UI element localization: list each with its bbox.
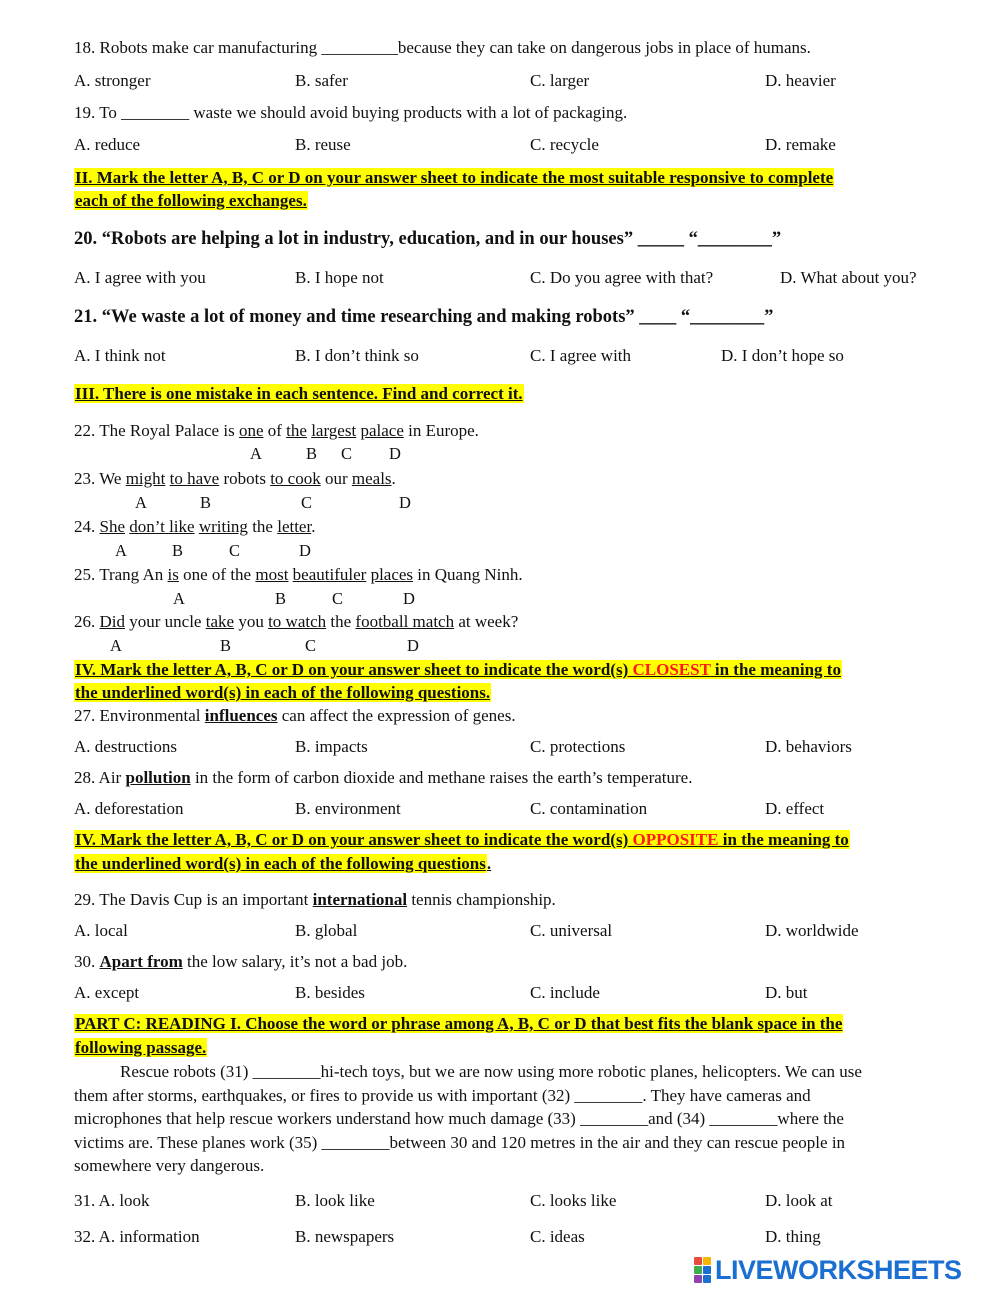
q29-option-b[interactable]: B. global <box>295 921 358 940</box>
q29-keyword: international <box>312 890 408 909</box>
q18-stem: 18. Robots make car manufacturing _________because they can take on dangerous jobs in place of humans. <box>74 38 811 57</box>
liveworksheets-logo-text: LIVEWORKSHEETS <box>715 1255 962 1285</box>
q32-option-a[interactable]: 32. A. information <box>74 1227 200 1246</box>
section-2-heading: II. Mark the letter A, B, C or D on your answer sheet to indicate the most suitable responsive to complete <box>75 168 834 187</box>
passage-line-1: Rescue robots (31) ________hi-tech toys, but we are now using more robotic planes, helicopters. We can use <box>120 1062 862 1081</box>
q22-underline-c: largest <box>311 421 357 440</box>
q21-option-c[interactable]: C. I agree with <box>530 346 632 365</box>
q25-underline-c: beautifuler <box>292 565 367 584</box>
q19-option-b[interactable]: B. reuse <box>295 135 351 154</box>
q22-letter-c: C <box>341 444 353 463</box>
section-4-opposite-heading: IV. Mark the letter A, B, C or D on your answer sheet to indicate the word(s) OPPOSITE in the meaning to <box>75 830 849 849</box>
section-3-heading: III. There is one mistake in each sentence. Find and correct it. <box>75 384 523 403</box>
q30-option-a[interactable]: A. except <box>74 983 140 1002</box>
q28-option-a[interactable]: A. deforestation <box>74 799 184 818</box>
q24-underline-a: She <box>99 517 125 536</box>
q24-underline-b: don’t like <box>129 517 195 536</box>
passage-line-3: microphones that help rescue workers understand how much damage (33) ________and (34) ________where the <box>74 1109 844 1128</box>
q25-letter-d: D <box>403 589 415 608</box>
q20-option-c[interactable]: C. Do you agree with that? <box>530 268 714 287</box>
q24-sentence: 24. She don’t like writing the letter. <box>74 517 316 536</box>
q21-option-d[interactable]: D. I don’t hope so <box>721 346 844 365</box>
q25-letter-b: B <box>275 589 287 608</box>
q22-letter-b: B <box>306 444 318 463</box>
q20-option-d[interactable]: D. What about you? <box>780 268 917 287</box>
q26-letter-d: D <box>407 636 419 655</box>
q30-option-d[interactable]: D. but <box>765 983 808 1002</box>
q21-option-b[interactable]: B. I don’t think so <box>295 346 419 365</box>
q30-option-b[interactable]: B. besides <box>295 983 365 1002</box>
q23-underline-b: to have <box>169 469 220 488</box>
q30-keyword: Apart from <box>99 952 183 971</box>
reading-passage <box>74 1060 934 1178</box>
q26-underline-b: take <box>205 612 235 631</box>
section-4-opposite-heading-line2: the underlined word(s) in each of the following questions. <box>75 854 492 873</box>
part-c-heading: PART C: READING I. Choose the word or phrase among A, B, C or D that best fits the blank space in the <box>75 1014 843 1033</box>
q27-option-b[interactable]: B. impacts <box>295 737 368 756</box>
q24-letter-b: B <box>172 541 184 560</box>
q27-keyword: influences <box>204 706 278 725</box>
q31-option-d[interactable]: D. look at <box>765 1191 833 1210</box>
q20-stem: 20. “Robots are helping a lot in industry, education, and in our houses” _____ “________” <box>74 229 782 249</box>
q21-option-a[interactable]: A. I think not <box>74 346 166 365</box>
part-c-heading-line2: following passage. <box>75 1038 207 1057</box>
q24-underline-c: writing <box>198 517 248 536</box>
liveworksheets-logo-icon <box>694 1257 711 1283</box>
passage-line-4: victims are. These planes work (35) ________between 30 and 120 metres in the air and they can rescue people in <box>74 1132 846 1152</box>
q26-underline-c: to watch <box>268 612 327 631</box>
q26-letter-a: A <box>110 636 122 655</box>
q19-option-c[interactable]: C. recycle <box>530 135 599 154</box>
q25-sentence: 25. Trang An is one of the most beautifuler places in Quang Ninh. <box>74 565 523 584</box>
q22-sentence: 22. The Royal Palace is one of the largest palace in Europe. <box>74 421 479 440</box>
q25-letter-c: C <box>332 589 344 608</box>
q23-letter-c: C <box>301 493 313 512</box>
q27-option-c[interactable]: C. protections <box>530 737 626 756</box>
q24-underline-d: letter <box>277 517 312 536</box>
q28-stem: 28. Air pollution in the form of carbon dioxide and methane raises the earth’s temperature. <box>74 768 693 787</box>
q27-stem: 27. Environmental influences can affect the expression of genes. <box>74 706 516 725</box>
q26-underline-a: Did <box>99 612 125 631</box>
q25-underline-a: is <box>167 565 179 584</box>
q29-option-d[interactable]: D. worldwide <box>765 921 859 940</box>
passage-line-5: somewhere very dangerous. <box>74 1156 265 1175</box>
section-4-closest-heading: IV. Mark the letter A, B, C or D on your answer sheet to indicate the word(s) CLOSEST in the meaning to <box>75 660 841 679</box>
q23-underline-d: meals <box>351 469 392 488</box>
q22-underline-a: one <box>238 421 264 440</box>
q23-letter-b: B <box>200 493 212 512</box>
q29-option-a[interactable]: A. local <box>74 921 128 940</box>
q18-option-b[interactable]: B. safer <box>295 71 348 90</box>
section-2-heading-line2: each of the following exchanges. <box>75 191 307 210</box>
q23-letter-a: A <box>135 493 147 512</box>
q23-underline-c: to cook <box>270 469 321 488</box>
passage-line-2: them after storms, earthquakes, or fires to provide us with important (32) ________. They have cameras and <box>74 1085 811 1105</box>
q22-letter-d: D <box>389 444 401 463</box>
q18-option-a[interactable]: A. stronger <box>74 71 151 90</box>
q26-letter-c: C <box>305 636 317 655</box>
q25-underline-b: most <box>255 565 289 584</box>
section-4-closest-heading-line2: the underlined word(s) in each of the following questions. <box>75 683 491 702</box>
q19-option-a[interactable]: A. reduce <box>74 135 141 154</box>
q32-option-b[interactable]: B. newspapers <box>295 1227 395 1246</box>
q23-underline-a: might <box>125 469 166 488</box>
q31-option-b[interactable]: B. look like <box>295 1191 375 1210</box>
q21-stem: 21. “We waste a lot of money and time researching and making robots” ____ “________” <box>74 307 774 327</box>
q28-option-c[interactable]: C. contamination <box>530 799 648 818</box>
q19-option-d[interactable]: D. remake <box>765 135 836 154</box>
q28-option-b[interactable]: B. environment <box>295 799 401 818</box>
q19-stem: 19. To ________ waste we should avoid buying products with a lot of packaging. <box>74 103 628 122</box>
q27-option-a[interactable]: A. destructions <box>74 737 177 756</box>
q20-option-a[interactable]: A. I agree with you <box>74 268 206 287</box>
q26-underline-d: football match <box>355 612 455 631</box>
liveworksheets-logo[interactable] <box>694 1254 962 1286</box>
q26-letter-b: B <box>220 636 232 655</box>
q23-letter-d: D <box>399 493 411 512</box>
q28-option-d[interactable]: D. effect <box>765 799 825 818</box>
q22-underline-d: palace <box>360 421 404 440</box>
q31-option-a[interactable]: 31. A. look <box>74 1191 150 1210</box>
q32-option-c[interactable]: C. ideas <box>530 1227 585 1246</box>
q27-option-d[interactable]: D. behaviors <box>765 737 852 756</box>
q24-letter-c: C <box>229 541 241 560</box>
q25-underline-d: places <box>370 565 414 584</box>
q31-option-c[interactable]: C. looks like <box>530 1191 617 1210</box>
q22-underline-b: the <box>286 421 307 440</box>
q24-letter-d: D <box>299 541 311 560</box>
q30-option-c[interactable]: C. include <box>530 983 600 1002</box>
q26-sentence: 26. Did your uncle take you to watch the football match at week? <box>74 612 519 631</box>
q18-option-d[interactable]: D. heavier <box>765 71 836 90</box>
q29-option-c[interactable]: C. universal <box>530 921 613 940</box>
q30-stem: 30. Apart from the low salary, it’s not a bad job. <box>74 952 408 971</box>
q25-letter-a: A <box>173 589 185 608</box>
q23-sentence: 23. We might to have robots to cook our meals. <box>74 469 396 488</box>
q24-letter-a: A <box>115 541 127 560</box>
q29-stem: 29. The Davis Cup is an important international tennis championship. <box>74 890 556 909</box>
q20-option-b[interactable]: B. I hope not <box>295 268 384 287</box>
q22-letter-a: A <box>250 444 262 463</box>
q32-option-d[interactable]: D. thing <box>765 1227 821 1246</box>
q28-keyword: pollution <box>125 768 191 787</box>
q18-option-c[interactable]: C. larger <box>530 71 590 90</box>
